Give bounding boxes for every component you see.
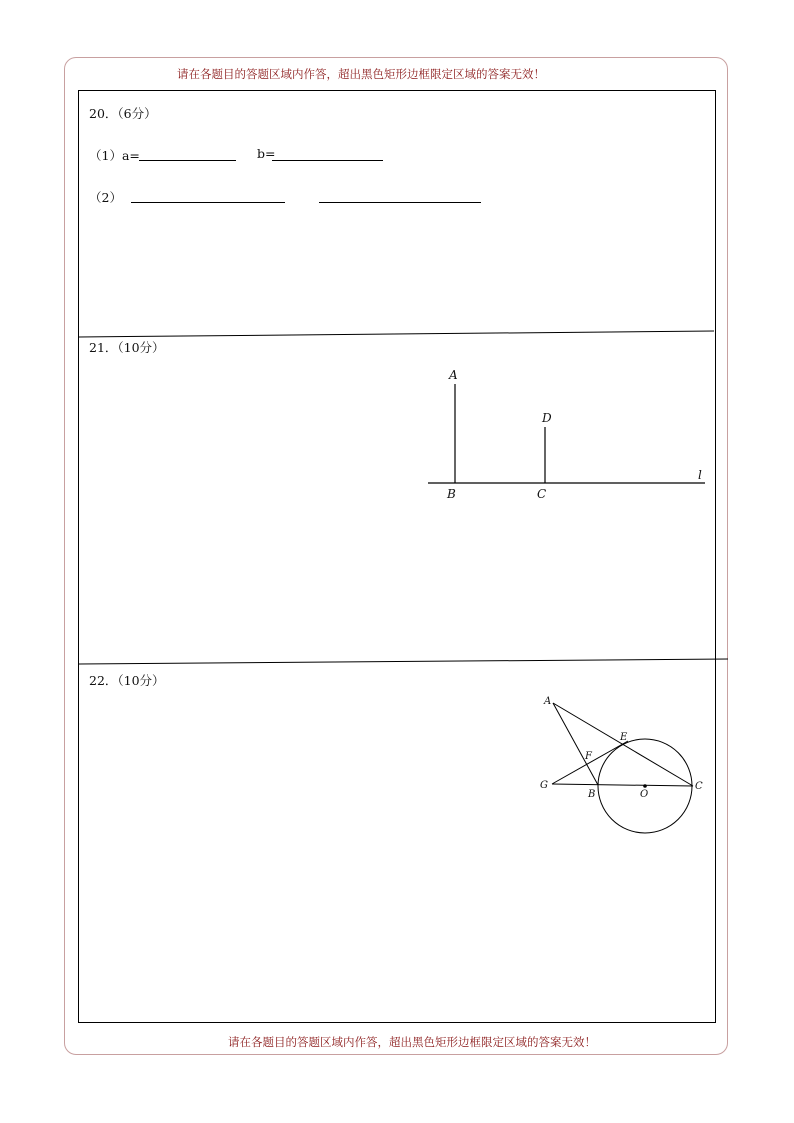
label-D: D xyxy=(542,411,552,425)
header-warning: 请在各题目的答题区域内作答，超出黑色矩形边框限定区域的答案无效！ xyxy=(177,67,545,81)
divider-q21-q22 xyxy=(79,659,728,664)
q20-part1-label: （1）a= xyxy=(89,148,140,163)
footer-warning: 请在各题目的答题区域内作答，超出黑色矩形边框限定区域的答案无效！ xyxy=(228,1035,596,1049)
label-C: C xyxy=(695,781,703,792)
segment-GE xyxy=(552,741,628,784)
label-l: l xyxy=(698,468,702,482)
label-B: B xyxy=(447,487,456,501)
label-C: C xyxy=(537,487,547,501)
q20-part1-b-label: b= xyxy=(257,146,276,161)
q21-figure xyxy=(428,368,705,501)
label-A: A xyxy=(544,696,552,707)
segment-AC xyxy=(553,703,693,786)
divider-q20-q21 xyxy=(79,331,714,337)
q22-figure xyxy=(540,696,703,833)
label-A: A xyxy=(449,368,458,382)
q20-heading: 20．（6分） xyxy=(89,106,157,121)
label-O: O xyxy=(640,789,649,800)
label-F: F xyxy=(585,751,592,762)
q21-heading: 21．（10分） xyxy=(89,340,165,355)
label-B: B xyxy=(588,789,596,800)
q20-part2-label: （2） xyxy=(89,190,122,205)
segment-GC xyxy=(552,784,693,786)
label-E: E xyxy=(620,732,628,743)
segment-AB xyxy=(553,703,598,785)
center-point-O xyxy=(643,784,647,788)
q22-heading: 22．（10分） xyxy=(89,673,165,688)
label-G: G xyxy=(540,780,548,791)
